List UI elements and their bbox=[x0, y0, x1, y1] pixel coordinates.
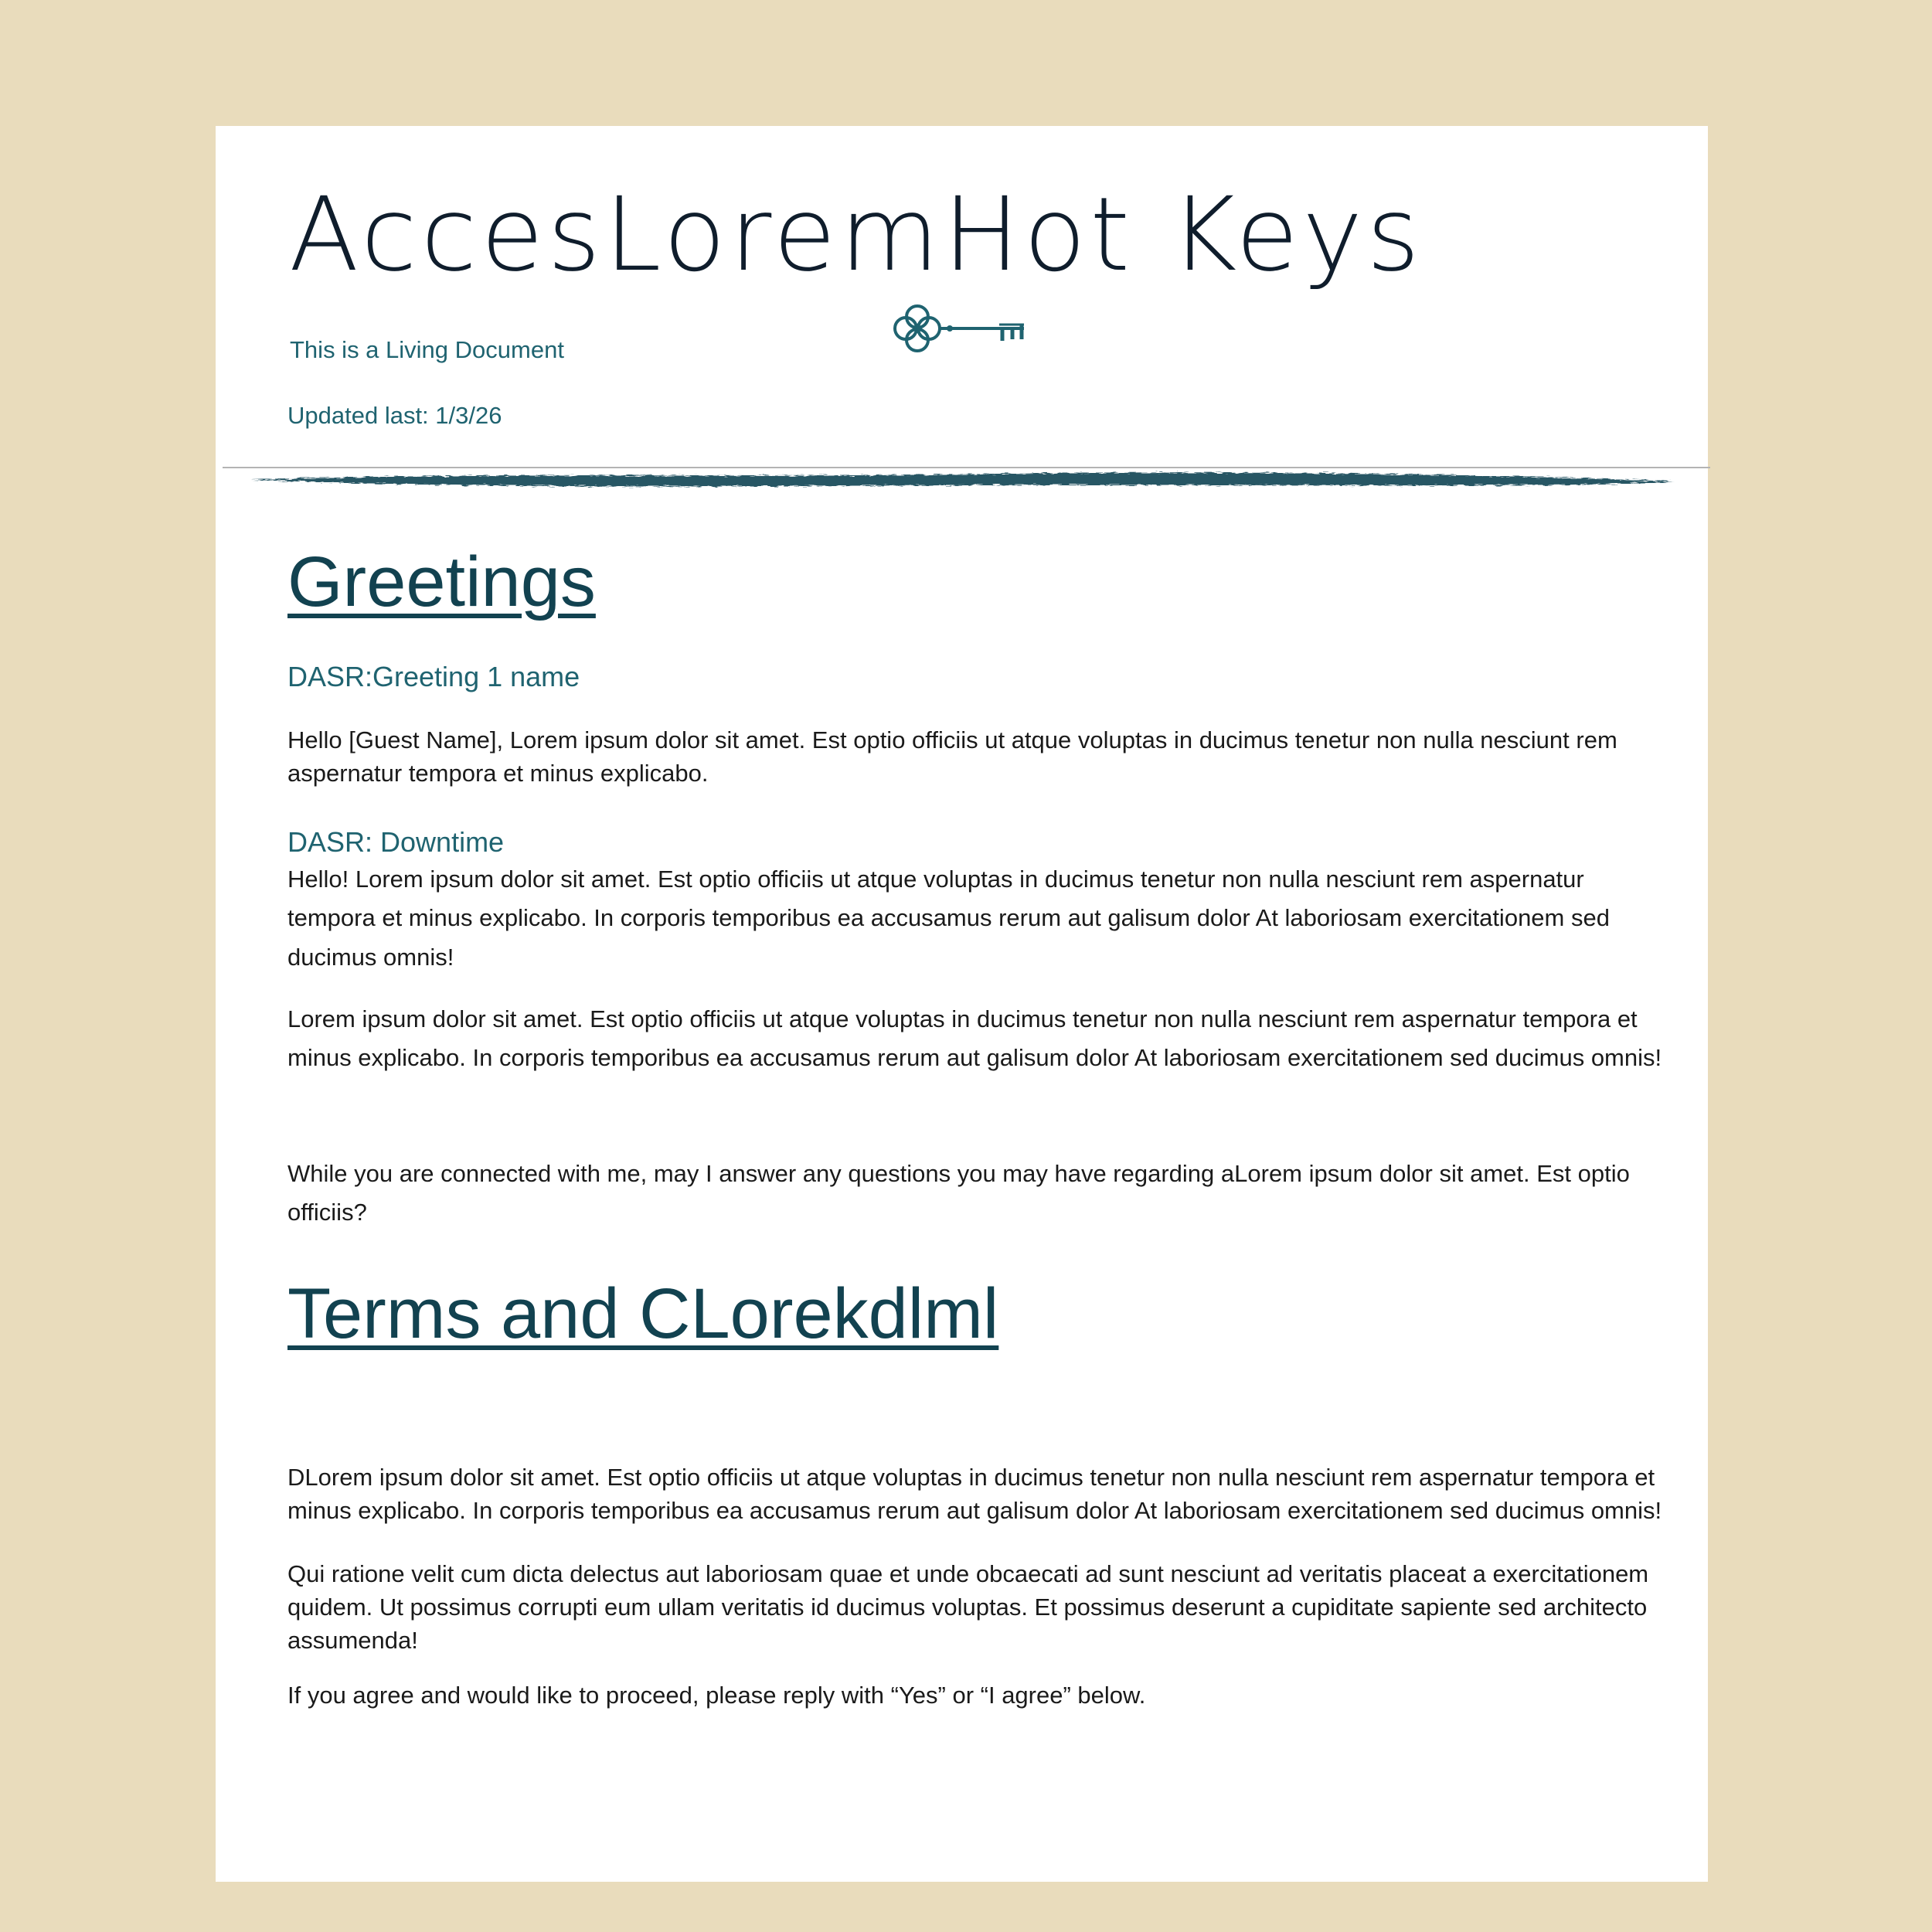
greeting-1-title: DASR:Greeting 1 name bbox=[287, 661, 580, 693]
terms-body-3: If you agree and would like to proceed, please reply with “Yes” or “I agree” below. bbox=[287, 1681, 1146, 1709]
key-icon bbox=[893, 304, 1026, 358]
terms-body-2: Qui ratione velit cum dicta delectus aut laboriosam quae et unde obcaecati ad sunt nesciunt ad veritatis placeat a exercitationem quidem. Ut possimus corrupti eum ullam veritatis id ducimus voluptas. Et possimus deserunt a cupiditate sapiente sed architecto assumenda! bbox=[287, 1560, 1649, 1654]
document-page bbox=[216, 126, 1708, 1882]
terms-body-1: DLorem ipsum dolor sit amet. Est optio officiis ut atque voluptas in ducimus tenetur non nulla nesciunt rem aspernatur tempora et minus explicabo. In corporis temporibus ea accusamus rerum aut galisum dolor At laboriosam exercitationem sed ducimus omnis! bbox=[287, 1463, 1662, 1524]
downtime-body-2: Lorem ipsum dolor sit amet. Est optio officiis ut atque voluptas in ducimus tenetur non nulla nesciunt rem aspernatur tempora et minus explicabo. In corporis temporibus ea accusamus rerum aut galisum dolor At laboriosam exercitationem sed ducimus omnis! bbox=[287, 1005, 1662, 1071]
terms-heading: Terms and CLorekdlml bbox=[287, 1274, 999, 1353]
downtime-title: DASR: Downtime bbox=[287, 825, 505, 858]
updated-date: Updated last: 1/3/26 bbox=[287, 402, 502, 429]
brush-stroke-divider bbox=[248, 464, 1678, 492]
greetings-heading: Greetings bbox=[287, 543, 596, 621]
document-title: AccesLoremHot Keys bbox=[289, 175, 1424, 294]
greeting-1-body: Hello [Guest Name], Lorem ipsum dolor sit amet. Est optio officiis ut atque voluptas in ducimus tenetur non nulla nesciunt rem aspernatur tempora et minus explicabo. bbox=[287, 726, 1617, 787]
document-body bbox=[287, 543, 1663, 1712]
downtime-body-3: While you are connected with me, may I answer any questions you may have regarding aLorem ipsum dolor sit amet. Est optio officiis? bbox=[287, 1160, 1630, 1226]
downtime-body-1: Hello! Lorem ipsum dolor sit amet. Est optio officiis ut atque voluptas in ducimus tenetur non nulla nesciunt rem aspernatur tempora et minus explicabo. In corporis temporibus ea accusamus rerum aut galisum dolor At laboriosam exercitationem sed ducimus omnis! bbox=[287, 866, 1610, 971]
living-document-note: This is a Living Document bbox=[290, 336, 564, 363]
